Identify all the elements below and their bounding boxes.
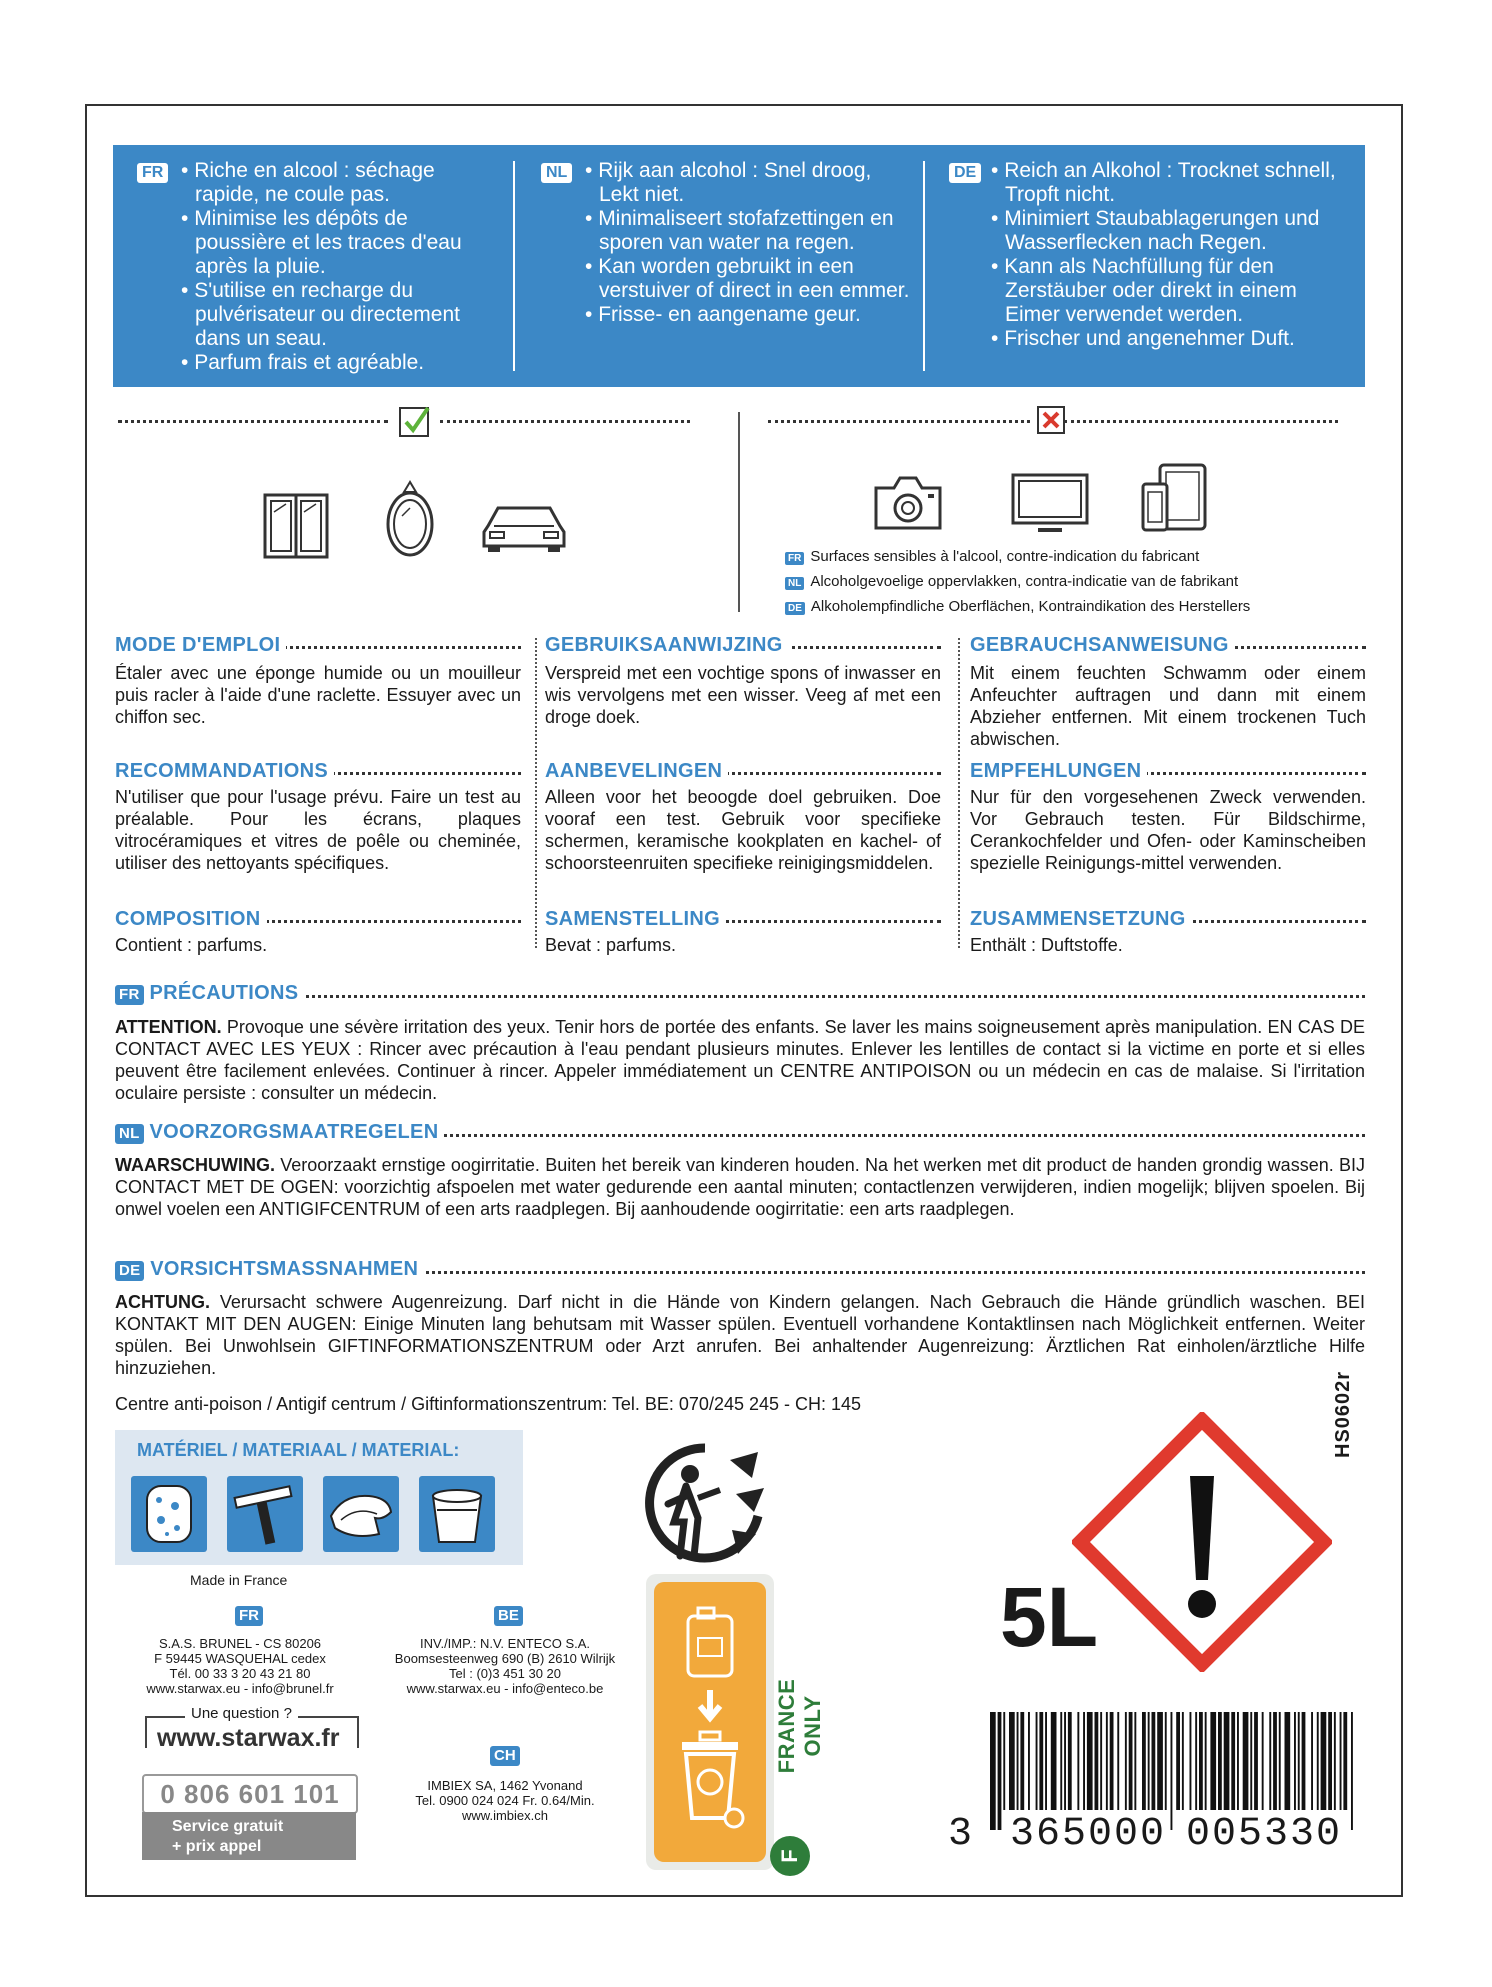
barcode-bar bbox=[1165, 1712, 1167, 1810]
features-band bbox=[113, 145, 1365, 387]
barcode-bar bbox=[1279, 1712, 1281, 1810]
address-line: www.imbiex.ch bbox=[462, 1808, 548, 1823]
tablet-phone-icon bbox=[1140, 462, 1208, 534]
address-line: IMBIEX SA, 1462 Yvonand bbox=[427, 1778, 583, 1793]
barcode-bar bbox=[1051, 1712, 1057, 1810]
features-nl bbox=[585, 159, 910, 327]
usage-title-fr: MODE D'EMPLOI bbox=[115, 634, 286, 656]
lang-badge-nl: NL bbox=[785, 577, 804, 590]
feature-item: • Frischer und angenehmer Duft. bbox=[991, 327, 1351, 351]
recommendations-title-de: EMPFEHLUNGEN bbox=[970, 760, 1147, 782]
barcode-bar bbox=[1218, 1712, 1222, 1810]
barcode-bar bbox=[1009, 1712, 1015, 1810]
service-note bbox=[142, 1812, 356, 1860]
precautions-title-nl bbox=[115, 1121, 444, 1144]
barcode-bar bbox=[1269, 1712, 1271, 1810]
france-only-label: FRANCE ONLY bbox=[774, 1678, 825, 1774]
barcode-bar bbox=[1334, 1712, 1336, 1810]
barcode-bar bbox=[1328, 1712, 1332, 1810]
barcode-digit-first: 3 bbox=[948, 1812, 973, 1857]
address-line: Tel : (0)3 451 30 20 bbox=[448, 1666, 562, 1681]
barcode-bar bbox=[1182, 1712, 1184, 1810]
feature-item: • Minimise les dépôts de poussière et les traces d'eau après la pluie. bbox=[181, 207, 481, 279]
made-in: Made in France bbox=[190, 1572, 288, 1588]
barcode-bar bbox=[1095, 1712, 1099, 1810]
lang-badge-fr: FR bbox=[235, 1606, 263, 1626]
address-line: Tél. 00 33 3 20 43 21 80 bbox=[169, 1666, 311, 1681]
cross-icon bbox=[1036, 405, 1066, 435]
surface-note-nl bbox=[785, 573, 1238, 591]
surface-note-text: Alcoholgevoelige oppervlakken, contra-indicatie van de fabrikant bbox=[810, 573, 1239, 590]
composition-title-de: ZUSAMMENSETZUNG bbox=[970, 908, 1192, 930]
material-title: MATÉRIEL / MATERIAAL / MATERIAL: bbox=[137, 1440, 460, 1460]
barcode-bar bbox=[1152, 1712, 1156, 1810]
barcode-bar bbox=[1125, 1712, 1127, 1810]
address-line: www.starwax.eu - info@enteco.be bbox=[406, 1681, 604, 1696]
composition-text-nl: Bevat : parfums. bbox=[545, 935, 677, 955]
barcode-bar bbox=[1077, 1712, 1079, 1810]
barcode-bar bbox=[1087, 1712, 1093, 1810]
barcode-bar bbox=[1117, 1712, 1119, 1810]
barcode-bar bbox=[1243, 1712, 1249, 1810]
barcode-bar bbox=[1250, 1712, 1252, 1810]
barcode-bar bbox=[1083, 1712, 1085, 1810]
company-ch bbox=[390, 1778, 620, 1823]
lang-badge-ch: CH bbox=[490, 1746, 520, 1766]
barcode-bar bbox=[1134, 1712, 1136, 1810]
barcode-bar bbox=[1003, 1712, 1005, 1810]
exclamation-hazard-icon bbox=[1072, 1412, 1332, 1672]
triman-icon bbox=[640, 1438, 770, 1568]
lang-badge-fr: FR bbox=[785, 552, 804, 565]
usage-text-fr: Étaler avec une éponge humide ou un mouilleur puis racler à l'aide d'une raclette. Essuyer avec un chiffon sec. bbox=[115, 663, 521, 727]
precautions-text-de bbox=[115, 1291, 1365, 1379]
precautions-body: Provoque une sévère irritation des yeux. Tenir hors de portée des enfants. Se laver les mains soigneusement après manipulation. EN CAS DE CONTACT AVEC LES YEUX : Rincer avec précaution à l'eau pendant plusieurs minutes. Enlever les lentilles de contact si la victime en porte et si elles peuvent être facilement enlevées. Continuer à rincer. Appeler immédiatement un CENTRE ANTIPOISON ou un médecin en cas de malaise. Si l'irritation oculaire persiste : consulter un médecin. bbox=[115, 1017, 1365, 1103]
precautions-title-fr bbox=[115, 982, 304, 1005]
lang-badge-be: BE bbox=[494, 1606, 523, 1626]
barcode-bar bbox=[1017, 1712, 1019, 1810]
usage-text-de: Mit einem feuchten Schwamm oder einem Anfeuchter auftragen und dann mit einem Abzieher entfernen. Mit einem trockenen Tuch abwischen. bbox=[970, 663, 1366, 749]
barcode-bar bbox=[1100, 1712, 1102, 1810]
barcode-bar bbox=[1231, 1712, 1235, 1810]
recommendations-text-fr: N'utiliser que pour l'usage prévu. Faire un test au préalable. Pour les écrans, plaques vitrocéramiques et vitres de poêle ou cheminée, utiliser des nettoyants spécifiques. bbox=[115, 787, 521, 873]
website-link[interactable]: www.starwax.fr bbox=[157, 1724, 340, 1752]
recycle-panel bbox=[654, 1582, 766, 1862]
lang-badge-nl: NL bbox=[541, 163, 572, 183]
phone-box[interactable] bbox=[142, 1774, 358, 1814]
surface-note-fr bbox=[785, 548, 1199, 566]
usage-title-nl: GEBRUIKSAANWIJZING bbox=[545, 634, 789, 656]
barcode-digits-right: 005330 bbox=[1186, 1812, 1343, 1857]
address-line: www.starwax.eu - info@brunel.fr bbox=[146, 1681, 334, 1696]
signal-word: ACHTUNG. bbox=[115, 1292, 210, 1312]
barcode-bar bbox=[1302, 1712, 1306, 1810]
column-divider bbox=[535, 638, 537, 948]
barcode-bar bbox=[1340, 1712, 1342, 1810]
check-icon bbox=[398, 404, 432, 438]
column-divider bbox=[958, 638, 960, 948]
composition-title-fr: COMPOSITION bbox=[115, 908, 267, 930]
service-line: + prix appel bbox=[172, 1838, 262, 1855]
company-fr bbox=[120, 1636, 360, 1696]
barcode-bar bbox=[1351, 1712, 1353, 1830]
barcode-bar bbox=[1254, 1712, 1258, 1810]
window-icon bbox=[262, 492, 330, 560]
barcode-bar bbox=[1205, 1712, 1207, 1810]
feature-item: • S'utilise en recharge du pulvérisateur ou directement dans un seau. bbox=[181, 279, 481, 351]
barcode-bar bbox=[1064, 1712, 1066, 1810]
company-fr-badge bbox=[235, 1606, 263, 1626]
barcode-bar bbox=[1171, 1712, 1173, 1830]
features-fr bbox=[181, 159, 481, 375]
barcode-bar bbox=[1106, 1712, 1108, 1810]
lang-badge-de: DE bbox=[949, 163, 981, 183]
band-divider bbox=[923, 161, 925, 371]
france-badge: F bbox=[770, 1836, 810, 1876]
divider bbox=[738, 412, 740, 612]
barcode-bar bbox=[1321, 1712, 1327, 1810]
sponge-icon bbox=[131, 1476, 207, 1552]
barcode-bar bbox=[1195, 1712, 1197, 1810]
recommendations-title-nl: AANBEVELINGEN bbox=[545, 760, 728, 782]
barcode-bar bbox=[990, 1712, 996, 1830]
company-be bbox=[370, 1636, 640, 1696]
barcode-bar bbox=[1224, 1712, 1230, 1810]
dotted-rule bbox=[440, 420, 690, 423]
barcode-bar bbox=[1262, 1712, 1264, 1810]
recommendations-title-fr: RECOMMANDATIONS bbox=[115, 760, 334, 782]
barcode-bar bbox=[1020, 1712, 1024, 1810]
surface-note-de bbox=[785, 598, 1250, 616]
address-line: F 59445 WASQUEHAL cedex bbox=[154, 1651, 326, 1666]
phone-number: 0 806 601 101 bbox=[160, 1779, 340, 1809]
barcode-bar bbox=[1060, 1712, 1062, 1810]
address-line: Tel. 0900 024 024 Fr. 0.64/Min. bbox=[415, 1793, 595, 1808]
precautions-body: Veroorzaakt ernstige oogirritatie. Buiten het bereik van kinderen houden. Na het werken met dit product de handen grondig wassen. BIJ CONTACT MET DE OGEN: voorzichtig afspoelen met water gedurende een aantal minuten; contactlenzen verwijderen, indien mogelijk; blijven spoelen. Bij onwel voelen een ANTIGIFCENTRUM of een arts raadplegen. Bij aanhoudende oogirritatie: een arts raadplegen. bbox=[115, 1155, 1365, 1219]
barcode-bar bbox=[1298, 1712, 1300, 1810]
barcode-bar bbox=[1285, 1712, 1291, 1810]
precautions-body: Verursacht schwere Augenreizung. Darf nicht in die Hände von Kindern gelangen. Nach Gebrauch die Hände gründlich waschen. BEI KONTAKT MIT DEN AUGEN: Einige Minuten lang behutsam mit Wasser spülen. Eventuell vorhandene Kontaktlinsen nach Möglichkeit entfernen. Weiter spülen. Bei Unwohlsein GIFTINFORMATIONSZENTRUM oder Arzt anrufen. Bei anhaltender Augenreizung: Ärztlichen Rat einholen/ärztliche Hilfe hinzuziehen. bbox=[115, 1292, 1365, 1378]
question-label: Une question ? bbox=[185, 1705, 298, 1722]
feature-item: • Minimaliseert stofafzettingen en sporen van water na regen. bbox=[585, 207, 910, 255]
barcode-bar bbox=[998, 1712, 1002, 1830]
composition-title-nl: SAMENSTELLING bbox=[545, 908, 726, 930]
dotted-rule bbox=[118, 420, 388, 423]
barcode-bar bbox=[1028, 1712, 1030, 1810]
company-ch-badge bbox=[490, 1746, 520, 1766]
feature-item: • Rijk aan alcohol : Snel droog, Lekt niet. bbox=[585, 159, 910, 207]
barcode-bar bbox=[1039, 1712, 1043, 1810]
features-de bbox=[991, 159, 1351, 351]
lang-badge-de: DE bbox=[785, 602, 805, 615]
recommendations-text-nl: Alleen voor het beoogde doel gebruiken. Doe vooraf een test. Gebruik voor specifieke schermen, keramische kookplaten en kachel- of schoorsteenruiten specifieke reinigingsmiddelen. bbox=[545, 787, 941, 873]
dotted-rule bbox=[1064, 420, 1338, 423]
barcode-digits-left: 365000 bbox=[1010, 1812, 1167, 1857]
lang-badge-nl: NL bbox=[115, 1124, 144, 1144]
cloth-icon bbox=[323, 1476, 399, 1552]
recommendations-text-de: Nur für den vorgesehenen Zweck verwenden. Vor Gebrauch testen. Für Bildschirme, Cerankochfelder und Ofen- oder Kaminscheiben spezielle Reinigungs-mittel verwenden. bbox=[970, 787, 1366, 873]
barcode-bar bbox=[1129, 1712, 1133, 1810]
car-icon bbox=[480, 502, 568, 554]
barcode-bar bbox=[1317, 1712, 1319, 1810]
lang-badge-fr: FR bbox=[137, 163, 168, 183]
usage-title-de: GEBRAUCHSANWEISUNG bbox=[970, 634, 1235, 656]
surface-note-text: Surfaces sensibles à l'alcool, contre-indication du fabricant bbox=[810, 548, 1200, 565]
barcode-bar bbox=[1190, 1712, 1192, 1810]
barcode-bar bbox=[1273, 1712, 1277, 1810]
address-line: S.A.S. BRUNEL - CS 80206 bbox=[158, 1636, 322, 1651]
service-line: Service gratuit bbox=[172, 1818, 284, 1835]
address-line: INV./IMP.: N.V. ENTECO S.A. bbox=[419, 1636, 591, 1651]
mirror-icon bbox=[384, 480, 436, 560]
precautions-heading: VORSICHTSMASSNAHMEN bbox=[150, 1258, 419, 1280]
product-code: HS0602r bbox=[1332, 1370, 1354, 1458]
address-line: Boomsesteenweg 690 (B) 2610 Wilrijk bbox=[394, 1651, 616, 1666]
signal-word: ATTENTION. bbox=[115, 1017, 222, 1037]
barcode-bar bbox=[1237, 1712, 1239, 1810]
composition-text-fr: Contient : parfums. bbox=[115, 935, 268, 955]
composition-text-de: Enthält : Duftstoffe. bbox=[970, 935, 1123, 955]
feature-item: • Minimiert Staubablagerungen und Wasserflecken nach Regen. bbox=[991, 207, 1351, 255]
barcode-bar bbox=[1036, 1712, 1038, 1810]
precautions-heading: VOORZORGSMAATREGELEN bbox=[149, 1121, 439, 1143]
barcode-bar bbox=[1294, 1712, 1296, 1810]
camera-icon bbox=[872, 474, 944, 532]
feature-item: • Parfum frais et agréable. bbox=[181, 351, 481, 375]
antipoison-line: Centre anti-poison / Antigif centrum / Giftinformationszentrum: Tel. BE: 070/245 245 - CH: 145 bbox=[115, 1394, 862, 1414]
precautions-text-nl bbox=[115, 1154, 1365, 1220]
barcode-bar bbox=[1176, 1712, 1180, 1810]
company-be-badge bbox=[494, 1606, 523, 1626]
feature-item: • Reich an Alkohol : Trocknet schnell, Tropft nicht. bbox=[991, 159, 1351, 207]
band-divider bbox=[513, 161, 515, 371]
lang-badge-fr: FR bbox=[115, 985, 144, 1005]
barcode-bar bbox=[1199, 1712, 1203, 1810]
feature-item: • Frisse- en aangename geur. bbox=[585, 303, 910, 327]
barcode-bar bbox=[1110, 1712, 1114, 1810]
lang-badge-de: DE bbox=[115, 1261, 144, 1281]
signal-word: WAARSCHUWING. bbox=[115, 1155, 275, 1175]
precautions-title-de bbox=[115, 1258, 424, 1281]
barcode-bar bbox=[1343, 1712, 1347, 1810]
feature-item: • Kann als Nachfüllung für den Zerstäuber oder direkt in einem Eimer verwendet werden. bbox=[991, 255, 1351, 327]
feature-item: • Kan worden gebruikt in een verstuiver of direct in een emmer. bbox=[585, 255, 910, 303]
barcode-bar bbox=[1210, 1712, 1216, 1810]
volume-label: 5L bbox=[1000, 1570, 1099, 1664]
squeegee-icon bbox=[227, 1476, 303, 1552]
dotted-rule bbox=[768, 420, 1030, 423]
precautions-heading: PRÉCAUTIONS bbox=[149, 982, 299, 1004]
barcode-bar bbox=[1142, 1712, 1146, 1810]
barcode-bar bbox=[1311, 1712, 1313, 1810]
bucket-icon bbox=[419, 1476, 495, 1552]
monitor-icon bbox=[1010, 472, 1090, 534]
barcode-bar bbox=[1157, 1712, 1163, 1810]
barcode-bar bbox=[1045, 1712, 1047, 1810]
usage-text-nl: Verspreid met een vochtige spons of inwasser en wis vervolgens met een wisser. Veeg af met een droge doek. bbox=[545, 663, 941, 727]
precautions-text-fr bbox=[115, 1016, 1365, 1104]
surface-note-text: Alkoholempfindliche Oberflächen, Kontraindikation des Herstellers bbox=[810, 598, 1251, 615]
feature-item: • Riche en alcool : séchage rapide, ne coule pas. bbox=[181, 159, 481, 207]
material-box bbox=[115, 1430, 523, 1565]
barcode-bar bbox=[1068, 1712, 1072, 1810]
barcode-bar bbox=[1148, 1712, 1150, 1810]
